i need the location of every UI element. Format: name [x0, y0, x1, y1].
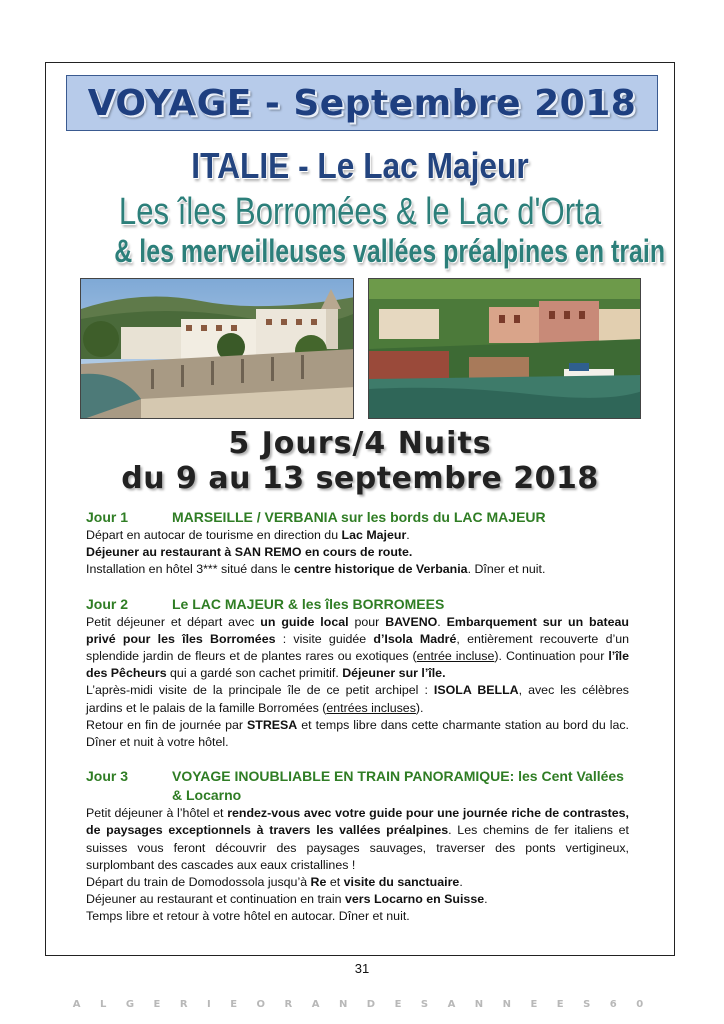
banner-title: VOYAGE - Septembre 2018	[87, 82, 637, 124]
text: Petit déjeuner à l’hôtel et	[86, 806, 228, 821]
day-description	[86, 614, 629, 752]
text: et	[326, 875, 344, 890]
text: Retour en fin de journée par	[86, 717, 247, 732]
text: rendez-vous avec votre guide pour une journée riche de contrastes, de paysages exceptionnels à travers les vallées préalpines	[86, 806, 629, 838]
text: . Dîner et nuit.	[467, 562, 546, 577]
text: visite du sanctuaire	[343, 875, 460, 890]
text: qui a gardé son cachet primitif.	[166, 666, 343, 681]
text: Départ du train de Domodossola jusqu’à	[86, 875, 311, 890]
text: , entièrement recouverte d’un splendide jardin de fleurs et de plantes rares ou exotiques (	[86, 631, 629, 664]
day-title: MARSEILLE / VERBANIA sur les bords du LAC MAJEUR	[172, 509, 546, 525]
day-description	[86, 805, 629, 925]
text: Déjeuner au restaurant à SAN REMO en cours de route.	[86, 545, 413, 560]
text: Installation en hôtel 3*** situé dans le	[86, 562, 295, 577]
text: pour	[348, 614, 386, 629]
text: Lac Majeur	[341, 528, 407, 542]
day-number: Jour 1	[86, 509, 129, 525]
footer-watermark: A L G E R I E O R A N D E S A N N E E S 6 0	[72, 999, 652, 1010]
text: .	[459, 875, 463, 890]
text: .	[437, 614, 447, 629]
page-number: 31	[354, 961, 370, 976]
text: Déjeuner sur l’île.	[342, 666, 446, 681]
text: .	[406, 528, 410, 542]
text: Temps libre et retour à votre hôtel en autocar. Dîner et nuit.	[86, 909, 410, 924]
text: STRESA	[247, 717, 298, 732]
text: . Les chemins de fer italiens et suisses vous feront découvrir des paysages sauvages, traverser des ponts vertigineux, surplombant des cascades aux eaux cristallines !	[86, 823, 630, 872]
text: Déjeuner au restaurant et continuation en train	[86, 892, 345, 907]
text: l’île des Pêcheurs	[86, 649, 629, 681]
title-banner	[66, 75, 658, 131]
text: d’Isola Madré	[373, 631, 457, 646]
text: , avec les célèbres jardins et le palais de la famille Borromées (	[86, 683, 629, 715]
text: entrée incluse	[416, 649, 495, 664]
text: Petit déjeuner et départ avec	[86, 614, 261, 629]
text: et temps libre dans cette charmante station au bord du lac. Dîner et nuit à votre hôtel.	[86, 717, 630, 750]
day-title: Le LAC MAJEUR & les îles BORROMEES	[172, 595, 445, 612]
itinerary	[86, 508, 629, 926]
title-italie: ITALIE - Le Lac Majeur	[191, 145, 529, 186]
photo-lakeside-promenade	[80, 278, 354, 419]
day-number: Jour 2	[86, 595, 129, 612]
day-heading	[86, 508, 629, 527]
title-iles: Les îles Borromées & le Lac d'Orta	[118, 191, 602, 233]
travel-dates: du 9 au 13 septembre 2018	[121, 461, 599, 496]
text: Re	[310, 875, 327, 890]
text: vers Locarno en Suisse	[345, 892, 485, 907]
text: : visite guidée	[275, 631, 374, 646]
text: Embarquement sur un bateau privé pour les îles Borromées	[86, 614, 629, 646]
day-heading	[86, 767, 629, 805]
text: BAVENO	[385, 614, 438, 629]
text: ISOLA BELLA	[433, 683, 519, 698]
title-vallees: & les merveilleuses vallées préalpines en train	[114, 233, 666, 269]
photo-island-harbour	[368, 278, 641, 419]
text: centre historique de Verbania	[294, 562, 468, 577]
day-description	[86, 527, 629, 579]
day-number: Jour 3	[86, 768, 129, 785]
text: Départ en autocar de tourisme en direction du	[86, 528, 342, 542]
duration: 5 Jours/4 Nuits	[228, 426, 492, 461]
text: ).	[415, 700, 424, 715]
text: L’après-midi visite de la principale île de ce petit archipel :	[86, 683, 434, 698]
text: entrées incluses	[326, 700, 416, 715]
text: un guide local	[260, 614, 349, 629]
text: ). Continuation pour	[494, 649, 609, 664]
text: .	[484, 892, 488, 907]
day-title: VOYAGE INOUBLIABLE EN TRAIN PANORAMIQUE: les Cent Vallées & Locarno	[172, 768, 624, 804]
day-heading	[86, 595, 629, 614]
